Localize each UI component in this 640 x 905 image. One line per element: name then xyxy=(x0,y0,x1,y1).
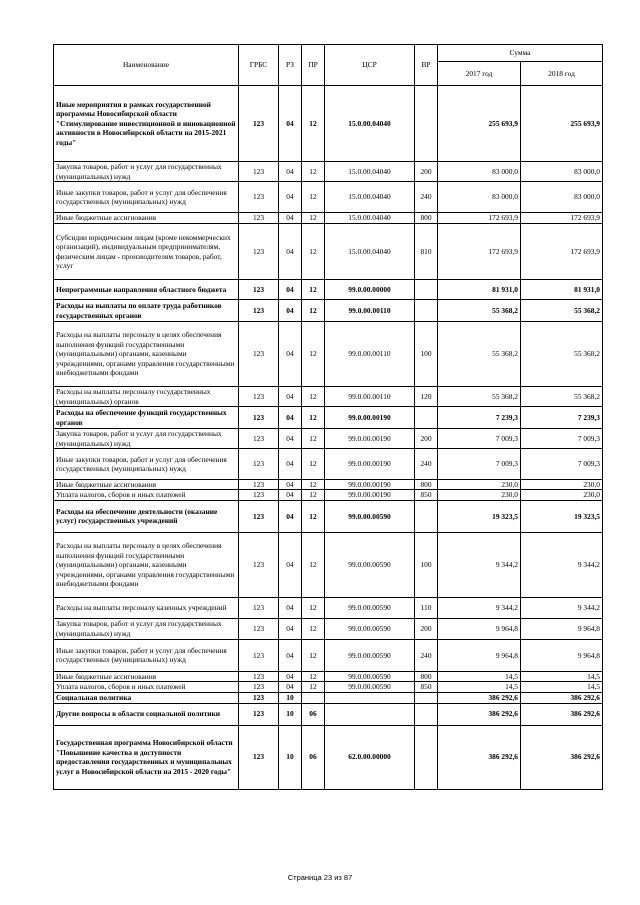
row-vr xyxy=(415,300,438,322)
row-pr: 12 xyxy=(302,671,325,681)
row-csr: 99.0.00.00590 xyxy=(325,639,415,671)
row-grbs: 123 xyxy=(239,280,279,300)
row-name: Расходы на выплаты персоналу государственных (муниципальных) органов xyxy=(54,387,239,407)
row-csr: 99.0.00.00190 xyxy=(325,449,415,480)
row-csr: 99.0.00.00590 xyxy=(325,500,415,532)
table-row xyxy=(54,725,603,789)
row-sum-2017: 9 344,2 xyxy=(438,597,521,618)
row-sum-2018: 14,5 xyxy=(521,682,603,692)
row-name: Расходы на выплаты персоналу в целях обеспечения выполнения функций государственными (муниципальными) органами, казенными учреждениями, органами управления государственными внебюджетными фондами xyxy=(54,322,239,387)
row-grbs: 123 xyxy=(239,500,279,532)
row-grbs: 123 xyxy=(239,322,279,387)
row-csr: 99.0.00.00590 xyxy=(325,618,415,639)
table-row xyxy=(54,692,603,703)
table-row xyxy=(54,429,603,449)
row-sum-2017: 9 964,8 xyxy=(438,618,521,639)
row-pr: 12 xyxy=(302,449,325,480)
row-rz: 04 xyxy=(279,224,302,280)
row-grbs: 123 xyxy=(239,224,279,280)
row-vr xyxy=(415,86,438,162)
header-grbs: ГРБС xyxy=(239,45,279,86)
header-csr: ЦСР xyxy=(325,45,415,86)
row-sum-2017: 386 292,6 xyxy=(438,725,521,789)
row-rz: 04 xyxy=(279,300,302,322)
header-name: Наименование xyxy=(54,45,239,86)
row-name: Иные закупки товаров, работ и услуг для обеспечения государственных (муниципальных) нужд xyxy=(54,449,239,480)
row-sum-2018: 55 368,2 xyxy=(521,300,603,322)
row-sum-2018: 255 693,9 xyxy=(521,86,603,162)
table-row xyxy=(54,671,603,681)
row-vr: 100 xyxy=(415,532,438,597)
row-sum-2018: 7 239,3 xyxy=(521,407,603,429)
row-sum-2017: 14,5 xyxy=(438,671,521,681)
table-row xyxy=(54,224,603,280)
row-grbs: 123 xyxy=(239,597,279,618)
row-grbs: 123 xyxy=(239,618,279,639)
row-csr: 62.0.00.00000 xyxy=(325,725,415,789)
row-pr: 12 xyxy=(302,162,325,182)
row-name: Уплата налогов, сборов и иных платежей xyxy=(54,682,239,692)
row-rz: 04 xyxy=(279,682,302,692)
row-rz: 04 xyxy=(279,387,302,407)
row-pr: 12 xyxy=(302,490,325,500)
table-row xyxy=(54,182,603,213)
row-rz: 10 xyxy=(279,703,302,725)
row-vr xyxy=(415,692,438,703)
row-name: Закупка товаров, работ и услуг для государственных (муниципальных) нужд xyxy=(54,162,239,182)
row-pr: 12 xyxy=(302,480,325,490)
row-name: Иные закупки товаров, работ и услуг для обеспечения государственных (муниципальных) нужд xyxy=(54,639,239,671)
header-pr: ПР xyxy=(302,45,325,86)
row-pr: 12 xyxy=(302,322,325,387)
row-sum-2017: 255 693,9 xyxy=(438,86,521,162)
row-pr: 12 xyxy=(302,213,325,224)
row-vr: 850 xyxy=(415,490,438,500)
row-csr: 15.0.00.04040 xyxy=(325,213,415,224)
row-vr: 240 xyxy=(415,449,438,480)
table-row xyxy=(54,500,603,532)
table-row xyxy=(54,213,603,224)
row-pr: 06 xyxy=(302,725,325,789)
row-grbs: 123 xyxy=(239,162,279,182)
row-name: Иные мероприятия в рамках государственной программы Новосибирской области "Стимулирование инвестиционной и инновационной активности в Новосибирской области на 2015-2021 годы" xyxy=(54,86,239,162)
row-rz: 04 xyxy=(279,618,302,639)
row-name: Иные бюджетные ассигнования xyxy=(54,480,239,490)
row-sum-2018: 172 693,9 xyxy=(521,213,603,224)
row-rz: 04 xyxy=(279,322,302,387)
row-vr: 800 xyxy=(415,671,438,681)
row-sum-2017: 55 368,2 xyxy=(438,387,521,407)
row-rz: 10 xyxy=(279,692,302,703)
row-rz: 04 xyxy=(279,182,302,213)
row-sum-2018: 9 344,2 xyxy=(521,532,603,597)
row-sum-2017: 81 931,0 xyxy=(438,280,521,300)
row-csr: 15.0.00.04040 xyxy=(325,224,415,280)
row-sum-2018: 386 292,6 xyxy=(521,692,603,703)
row-vr: 110 xyxy=(415,597,438,618)
row-csr: 99.0.00.00000 xyxy=(325,280,415,300)
row-vr: 200 xyxy=(415,429,438,449)
row-grbs: 123 xyxy=(239,387,279,407)
row-vr: 800 xyxy=(415,213,438,224)
row-vr xyxy=(415,703,438,725)
header-vr: ВР xyxy=(415,45,438,86)
table-body xyxy=(54,86,603,790)
row-sum-2018: 55 368,2 xyxy=(521,387,603,407)
row-name: Расходы на выплаты персоналу в целях обеспечения выполнения функций государственными (муниципальными) органами, казенными учреждениями, органами управления государственными внебюджетными фондами xyxy=(54,532,239,597)
row-rz: 04 xyxy=(279,671,302,681)
row-sum-2017: 9 344,2 xyxy=(438,532,521,597)
row-rz: 04 xyxy=(279,213,302,224)
row-pr: 12 xyxy=(302,224,325,280)
row-vr: 200 xyxy=(415,162,438,182)
row-sum-2018: 7 009,3 xyxy=(521,429,603,449)
row-csr: 99.0.00.00190 xyxy=(325,407,415,429)
row-pr: 06 xyxy=(302,703,325,725)
row-sum-2018: 83 000,0 xyxy=(521,162,603,182)
row-pr: 12 xyxy=(302,532,325,597)
row-sum-2018: 9 964,8 xyxy=(521,639,603,671)
row-sum-2018: 9 344,2 xyxy=(521,597,603,618)
row-name: Расходы на выплаты персоналу казенных учреждений xyxy=(54,597,239,618)
row-name: Субсидии юридическим лицам (кроме некоммерческих организаций), индивидуальным предпринимателям, физическим лицам - производителям товаров, работ, услуг xyxy=(54,224,239,280)
table-row xyxy=(54,703,603,725)
row-csr: 99.0.00.00590 xyxy=(325,682,415,692)
row-csr: 99.0.00.00110 xyxy=(325,300,415,322)
row-sum-2017: 230,0 xyxy=(438,480,521,490)
row-pr: 12 xyxy=(302,682,325,692)
row-sum-2017: 55 368,2 xyxy=(438,300,521,322)
row-rz: 04 xyxy=(279,597,302,618)
row-rz: 04 xyxy=(279,480,302,490)
table-row xyxy=(54,280,603,300)
table-row xyxy=(54,682,603,692)
table-row xyxy=(54,407,603,429)
row-vr xyxy=(415,500,438,532)
row-rz: 04 xyxy=(279,490,302,500)
row-pr: 12 xyxy=(302,407,325,429)
row-pr xyxy=(302,692,325,703)
row-csr: 99.0.00.00110 xyxy=(325,322,415,387)
row-csr: 99.0.00.00190 xyxy=(325,429,415,449)
row-csr xyxy=(325,692,415,703)
row-name: Иные бюджетные ассигнования xyxy=(54,213,239,224)
row-sum-2017: 172 693,9 xyxy=(438,213,521,224)
row-sum-2017: 386 292,6 xyxy=(438,692,521,703)
row-csr: 15.0.00.04040 xyxy=(325,86,415,162)
row-sum-2017: 7 009,3 xyxy=(438,449,521,480)
row-sum-2017: 386 292,6 xyxy=(438,703,521,725)
row-grbs: 123 xyxy=(239,480,279,490)
row-pr: 12 xyxy=(302,639,325,671)
row-pr: 12 xyxy=(302,182,325,213)
row-sum-2017: 14,5 xyxy=(438,682,521,692)
row-csr: 99.0.00.00110 xyxy=(325,387,415,407)
row-rz: 04 xyxy=(279,407,302,429)
row-vr: 200 xyxy=(415,618,438,639)
row-vr: 120 xyxy=(415,387,438,407)
row-name: Уплата налогов, сборов и иных платежей xyxy=(54,490,239,500)
row-pr: 12 xyxy=(302,387,325,407)
row-grbs: 123 xyxy=(239,532,279,597)
row-sum-2017: 19 323,5 xyxy=(438,500,521,532)
table-row xyxy=(54,639,603,671)
row-sum-2017: 9 964,8 xyxy=(438,639,521,671)
table-row xyxy=(54,322,603,387)
row-pr: 12 xyxy=(302,500,325,532)
row-name: Расходы на обеспечение функций государственных органов xyxy=(54,407,239,429)
table-row xyxy=(54,618,603,639)
row-csr: 99.0.00.00190 xyxy=(325,480,415,490)
row-rz: 10 xyxy=(279,725,302,789)
row-sum-2018: 83 000,0 xyxy=(521,182,603,213)
row-sum-2018: 14,5 xyxy=(521,671,603,681)
header-year-2017: 2017 год xyxy=(438,62,521,86)
row-vr: 850 xyxy=(415,682,438,692)
row-sum-2017: 55 368,2 xyxy=(438,322,521,387)
row-rz: 04 xyxy=(279,639,302,671)
row-grbs: 123 xyxy=(239,692,279,703)
row-name: Непрограммные направления областного бюджета xyxy=(54,280,239,300)
row-pr: 12 xyxy=(302,429,325,449)
row-name: Расходы на выплаты по оплате труда работников государственных органов xyxy=(54,300,239,322)
row-csr xyxy=(325,703,415,725)
header-sum: Сумма xyxy=(438,45,603,62)
row-rz: 04 xyxy=(279,532,302,597)
row-pr: 12 xyxy=(302,300,325,322)
row-name: Закупка товаров, работ и услуг для государственных (муниципальных) нужд xyxy=(54,429,239,449)
row-csr: 99.0.00.00590 xyxy=(325,671,415,681)
table-row xyxy=(54,532,603,597)
row-vr: 240 xyxy=(415,182,438,213)
row-vr xyxy=(415,280,438,300)
row-sum-2018: 81 931,0 xyxy=(521,280,603,300)
table-row xyxy=(54,480,603,490)
row-rz: 04 xyxy=(279,449,302,480)
header-year-2018: 2018 год xyxy=(521,62,603,86)
row-vr xyxy=(415,725,438,789)
row-grbs: 123 xyxy=(239,407,279,429)
row-name: Иные бюджетные ассигнования xyxy=(54,671,239,681)
row-sum-2017: 172 693,9 xyxy=(438,224,521,280)
row-csr: 99.0.00.00590 xyxy=(325,532,415,597)
row-csr: 99.0.00.00190 xyxy=(325,490,415,500)
budget-table xyxy=(53,44,603,790)
table-header xyxy=(54,45,603,86)
row-sum-2018: 55 368,2 xyxy=(521,322,603,387)
row-sum-2018: 386 292,6 xyxy=(521,725,603,789)
row-grbs: 123 xyxy=(239,639,279,671)
row-pr: 12 xyxy=(302,86,325,162)
row-name: Закупка товаров, работ и услуг для государственных (муниципальных) нужд xyxy=(54,618,239,639)
table-row xyxy=(54,597,603,618)
row-pr: 12 xyxy=(302,597,325,618)
row-grbs: 123 xyxy=(239,671,279,681)
row-grbs: 123 xyxy=(239,213,279,224)
row-rz: 04 xyxy=(279,500,302,532)
row-sum-2018: 230,0 xyxy=(521,480,603,490)
row-csr: 15.0.00.04040 xyxy=(325,182,415,213)
row-rz: 04 xyxy=(279,86,302,162)
row-grbs: 123 xyxy=(239,300,279,322)
row-name: Социальная политика xyxy=(54,692,239,703)
row-grbs: 123 xyxy=(239,182,279,213)
header-rz: РЗ xyxy=(279,45,302,86)
row-name: Другие вопросы в области социальной политики xyxy=(54,703,239,725)
table-row xyxy=(54,449,603,480)
row-vr: 800 xyxy=(415,480,438,490)
row-csr: 99.0.00.00590 xyxy=(325,597,415,618)
row-sum-2018: 19 323,5 xyxy=(521,500,603,532)
row-vr xyxy=(415,407,438,429)
row-rz: 04 xyxy=(279,280,302,300)
row-grbs: 123 xyxy=(239,449,279,480)
row-sum-2017: 230,0 xyxy=(438,490,521,500)
row-sum-2017: 7 239,3 xyxy=(438,407,521,429)
row-vr: 100 xyxy=(415,322,438,387)
row-name: Государственная программа Новосибирской области "Повышение качества и доступности предоставления государственных и муниципальных услуг в Новосибирской области на 2015 - 2020 годы" xyxy=(54,725,239,789)
row-vr: 240 xyxy=(415,639,438,671)
table-row xyxy=(54,162,603,182)
row-rz: 04 xyxy=(279,429,302,449)
row-sum-2017: 7 009,3 xyxy=(438,429,521,449)
row-grbs: 123 xyxy=(239,725,279,789)
row-sum-2018: 386 292,6 xyxy=(521,703,603,725)
row-name: Расходы на обеспечение деятельности (оказание услуг) государственных учреждений xyxy=(54,500,239,532)
row-csr: 15.0.00.04040 xyxy=(325,162,415,182)
table-row xyxy=(54,86,603,162)
row-vr: 810 xyxy=(415,224,438,280)
page-number: Страница 23 из 87 xyxy=(287,873,353,882)
row-pr: 12 xyxy=(302,618,325,639)
row-grbs: 123 xyxy=(239,86,279,162)
row-sum-2018: 230,0 xyxy=(521,490,603,500)
table-row xyxy=(54,490,603,500)
row-sum-2017: 83 000,0 xyxy=(438,162,521,182)
row-sum-2017: 83 000,0 xyxy=(438,182,521,213)
row-rz: 04 xyxy=(279,162,302,182)
row-sum-2018: 7 009,3 xyxy=(521,449,603,480)
row-grbs: 123 xyxy=(239,703,279,725)
row-grbs: 123 xyxy=(239,682,279,692)
row-grbs: 123 xyxy=(239,429,279,449)
row-pr: 12 xyxy=(302,280,325,300)
table-row xyxy=(54,300,603,322)
row-sum-2018: 9 964,8 xyxy=(521,618,603,639)
table-row xyxy=(54,387,603,407)
row-name: Иные закупки товаров, работ и услуг для обеспечения государственных (муниципальных) нужд xyxy=(54,182,239,213)
row-grbs: 123 xyxy=(239,490,279,500)
row-sum-2018: 172 693,9 xyxy=(521,224,603,280)
